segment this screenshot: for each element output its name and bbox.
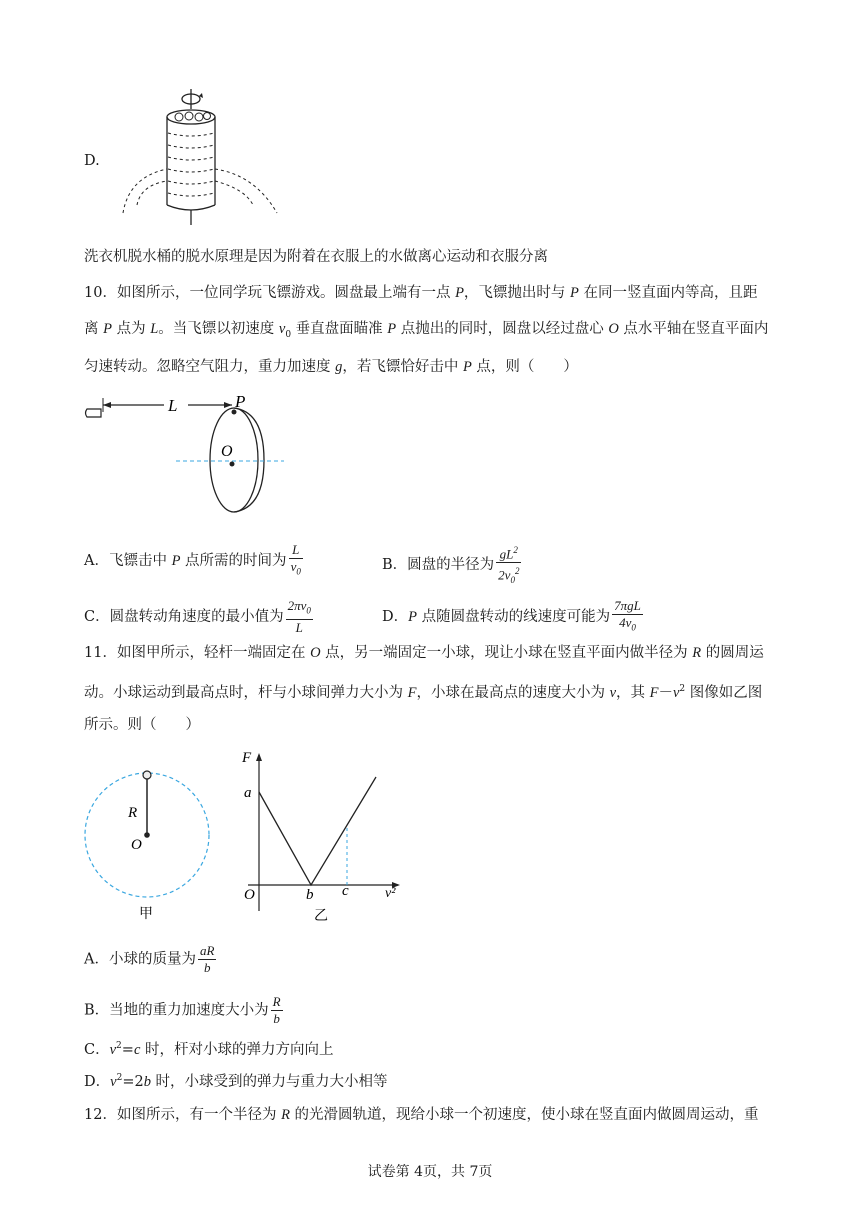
- q12-line1: 12．如图所示，有一个半径为 R 的光滑圆轨道，现给小球一个初速度，使小球在竖直面内做圆周运动，重: [84, 1107, 759, 1123]
- page-footer: 试卷第 4页，共 7页: [367, 1164, 493, 1180]
- label-O: O: [221, 443, 233, 460]
- spin-dryer-figure: [115, 85, 285, 230]
- label-P: P: [235, 392, 246, 411]
- q11-option-c: C．$v^2=c$ 时，杆对小球的弹力方向向上: [84, 1041, 334, 1058]
- caption-jia: 甲: [139, 906, 153, 922]
- label-b: b: [306, 887, 314, 903]
- q10-line3: 匀速转动。忽略空气阻力，重力加速度 g，若飞镖恰好击中 P 点，则（ ）: [84, 359, 578, 375]
- rod-circle-figure-jia: [84, 765, 214, 925]
- q11-line3: 所示。则（ ）: [84, 717, 200, 733]
- q10-option-d: D．P 点随圆盘转动的线速度可能为 $\frac{\text{7πgL}}{4v_0}$: [382, 598, 641, 633]
- f-v2-graph-yi: [238, 745, 408, 925]
- label-v2: v²: [385, 886, 396, 901]
- label-O-jia: O: [131, 837, 142, 853]
- q10-option-b: B．圆盘的半径为 $\frac{gL^2}{2v_0^2}$: [382, 542, 523, 588]
- q11-option-d: D．$v^2=2b$ 时，小球受到的弹力与重力大小相等: [84, 1073, 388, 1090]
- label-a: a: [244, 785, 252, 801]
- q10-option-a: A．飞镖击中 P 点所需的时间为 $\frac{L}{v_0}$: [84, 542, 301, 577]
- caption-yi: 乙: [314, 908, 328, 924]
- label-L: L: [168, 396, 178, 415]
- q10-line1: 10．如图所示，一位同学玩飞镖游戏。圆盘最上端有一点 P，飞镖抛出时与 P 在同一竖直面内等高，且距: [84, 285, 758, 301]
- q10-line2: 离 P 点为 L。当飞镖以初速度 $v_0$ 垂直盘面瞄准 P 点抛出的同时，圆盘以经过盘心 O 点水平轴在竖直平面内: [84, 321, 769, 340]
- dart-disc-figure: [84, 390, 294, 515]
- label-c: c: [342, 883, 349, 899]
- q10-option-c: C．圆盘转动角速度的最小值为 $\frac{2\pi v_0}{L}$: [84, 598, 311, 635]
- q11-option-a: A．小球的质量为 $\frac{aR}{b}$: [84, 943, 215, 975]
- option-d-text: 洗衣机脱水桶的脱水原理是因为附着在衣服上的水做离心运动和衣服分离: [84, 249, 548, 265]
- option-d-label: D.: [84, 153, 100, 169]
- q11-option-b: B．当地的重力加速度大小为 $\frac{R}{b}$: [84, 994, 281, 1026]
- label-R: R: [128, 805, 138, 821]
- label-O-graph: O: [244, 887, 255, 903]
- q11-line2: 动。小球运动到最高点时，杆与小球间弹力大小为 F，小球在最高点的速度大小为 v，其 $F-v^2$ 图像如乙图: [84, 684, 763, 701]
- q11-line1: 11．如图甲所示，轻杆一端固定在 O 点，另一端固定一小球，现让小球在竖直平面内做半径为 R 的圆周运: [84, 645, 764, 661]
- label-F: F: [242, 750, 252, 766]
